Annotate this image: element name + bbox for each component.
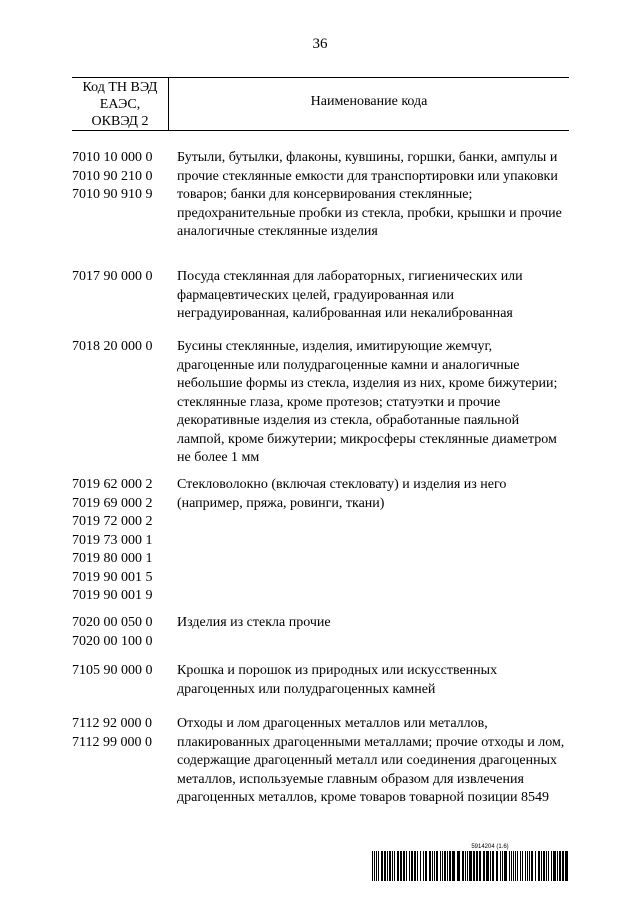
row-code: 7020 00 050 0 bbox=[72, 615, 153, 630]
row-code: 7019 90 001 9 bbox=[72, 588, 153, 603]
row-code: 7018 20 000 0 bbox=[72, 339, 153, 354]
row-description: Отходы и лом драгоценных металлов или металлов, плакированных драгоценными металлами; прочие отходы и лом, содержащие драгоценный металл или соединения драгоценных металлов, используемые главным образом для извлечения драгоценных металлов, кроме товаров товарной позиции 8549 bbox=[177, 716, 565, 805]
column-header-code-line: ЕАЭС, bbox=[99, 97, 141, 112]
column-header-name: Наименование кода bbox=[310, 94, 428, 109]
row-code: 7019 80 000 1 bbox=[72, 551, 153, 566]
table-header-bottom-rule bbox=[72, 130, 569, 131]
row-code: 7010 90 210 0 bbox=[72, 168, 153, 184]
barcode-label: 5914204 (1.6) bbox=[471, 844, 509, 850]
column-header-code bbox=[72, 79, 168, 130]
row-codes bbox=[72, 476, 177, 614]
row-code: 7112 99 000 0 bbox=[72, 734, 152, 750]
table-header-top-rule bbox=[72, 77, 569, 78]
row-codes bbox=[72, 715, 177, 827]
row-description: Бутыли, бутылки, флаконы, кувшины, горшки, банки, ампулы и прочие стеклянные емкости для транспортировки или упаковки товаров; банки для консервирования стеклянные; предохранительные пробки из стекла, пробки, крышки и прочие аналогичные стеклянные изделия bbox=[177, 150, 562, 239]
row-code: 7020 00 100 0 bbox=[72, 633, 153, 649]
code-table bbox=[72, 149, 569, 827]
row-code: 7010 90 910 9 bbox=[72, 187, 153, 202]
row-code: 7019 72 000 2 bbox=[72, 514, 153, 529]
table-row bbox=[72, 715, 569, 827]
row-code: 7017 90 000 0 bbox=[72, 269, 153, 284]
row-codes bbox=[72, 338, 177, 476]
row-description: Стекловолокно (включая стекловату) и изделия из него (например, пряжа, ровинги, ткани) bbox=[177, 477, 507, 511]
row-codes bbox=[72, 614, 177, 662]
row-description: Изделия из стекла прочие bbox=[177, 615, 331, 630]
row-code: 7019 69 000 2 bbox=[72, 495, 153, 511]
table-row bbox=[72, 268, 569, 338]
row-codes bbox=[72, 662, 177, 715]
table-row bbox=[72, 476, 569, 614]
table-row bbox=[72, 614, 569, 662]
row-description: Посуда стеклянная для лабораторных, гигиенических или фармацевтических целей, градуированная или неградуированная, калиброванная или некалиброванная bbox=[177, 269, 523, 321]
row-description: Бусины стеклянные, изделия, имитирующие жемчуг, драгоценные или полудрагоценные камни и аналогичные небольшие формы из стекла, изделия из них, кроме бижутерии; стеклянные глаза, кроме протезов; статуэтки и прочие декоративные изделия из стекла, обработанные паяльной лампой, кроме бижутерии; микросферы стеклянные диаметром не более 1 мм bbox=[177, 339, 558, 465]
row-code: 7010 10 000 0 bbox=[72, 150, 153, 165]
row-description: Крошка и порошок из природных или искусственных драгоценных или полудрагоценных камней bbox=[177, 663, 498, 697]
row-code: 7105 90 000 0 bbox=[72, 663, 153, 678]
table-row bbox=[72, 338, 569, 476]
table-row bbox=[72, 149, 569, 268]
column-header-code-line: ОКВЭД 2 bbox=[91, 114, 149, 129]
barcode-icon bbox=[372, 851, 568, 881]
row-code: 7019 90 001 5 bbox=[72, 569, 153, 585]
page-number: 36 bbox=[312, 36, 328, 52]
row-code: 7019 62 000 2 bbox=[72, 477, 153, 492]
table-row bbox=[72, 662, 569, 715]
row-code: 7112 92 000 0 bbox=[72, 716, 152, 731]
document-barcode bbox=[372, 843, 568, 881]
row-codes bbox=[72, 149, 177, 268]
column-header-code-line: Код ТН ВЭД bbox=[82, 80, 158, 95]
row-code: 7019 73 000 1 bbox=[72, 532, 153, 548]
row-codes bbox=[72, 268, 177, 338]
